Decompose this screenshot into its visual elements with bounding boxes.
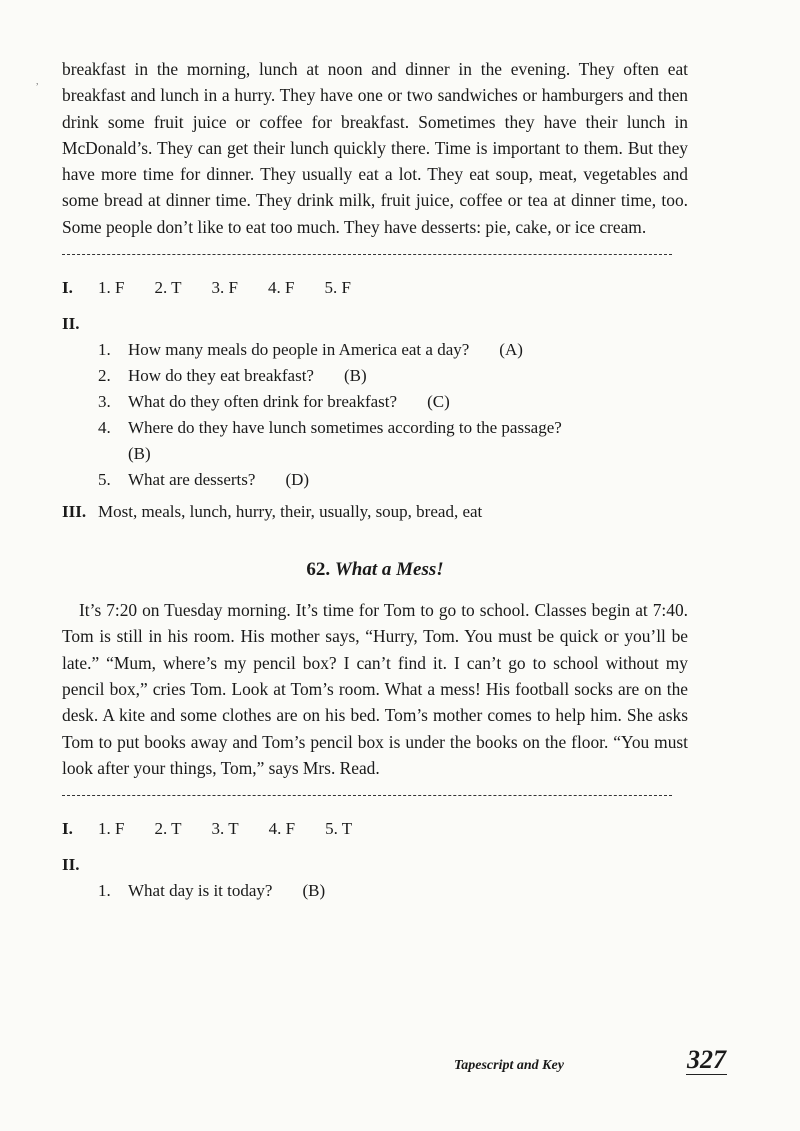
question-text <box>128 389 688 415</box>
passage-62: It’s 7:20 on Tuesday morning. It’s time for Tom to go to school. Classes begin at 7:40. Tom is still in his room. His mother says, “Hurry, Tom. You must be quick or you’ll be late.” “Mum, where’s my pencil box? I can’t find it. I can’t go to school without my pencil box,” cries Tom. Look at Tom’s room. What a mess! His football socks are on the desk. A kite and some clothes are on his bed. Tom’s mother comes to help him. She asks Tom to put books away and Tom’s pencil box is under the books on the floor. “You must look after your things, Tom,” says Mrs. Read. <box>62 600 688 778</box>
question-wording: What do they often drink for breakfast? <box>128 392 398 412</box>
question-item <box>62 415 688 467</box>
page-content <box>62 56 688 904</box>
key-61-question-list <box>62 337 688 493</box>
question-answer: (B) <box>302 881 326 901</box>
question-item <box>62 337 688 363</box>
question-number: 3. <box>98 392 111 412</box>
section-heading <box>62 559 688 581</box>
question-number: 2. <box>98 366 111 386</box>
question-item <box>62 389 688 415</box>
section-number: 62. <box>306 559 331 581</box>
scan-mark: , <box>36 76 39 87</box>
dashed-divider <box>62 795 672 796</box>
word-list: Most, meals, lunch, hurry, their, usually, soup, bread, eat <box>98 502 483 522</box>
question-answer: (B) <box>128 444 151 464</box>
question-answer: (C) <box>427 392 450 412</box>
answer-key-61 <box>62 275 688 525</box>
tf-answer: 2. T <box>154 278 182 298</box>
passage-61-continued: breakfast in the morning, lunch at noon and dinner in the evening. They often eat breakfast and lunch in a hurry. They have one or two sandwiches or hamburgers and then drink some fruit juice or coffee for breakfast. Sometimes they have their lunch in McDonald’s. They can get their lunch quickly there. Time is important to them. But they have more time for dinner. They usually eat a lot. They eat soup, meat, vegetables and some bread at dinner time. They drink milk, fruit juice, coffee or tea at dinner time, too. Some people don’t like to eat too much. They have desserts: pie, cake, or ice cream. <box>62 59 688 237</box>
question-item <box>62 878 688 904</box>
question-item <box>62 363 688 389</box>
tf-answer: 1. F <box>98 278 125 298</box>
tf-answer: 5. T <box>325 819 353 839</box>
footer-label: Tapescript and Key <box>454 1058 564 1073</box>
section-title: What a Mess! <box>334 559 444 581</box>
part-label: I. <box>62 278 73 298</box>
part-label: II. <box>62 314 80 334</box>
tf-answer: 3. F <box>211 278 239 298</box>
key-61-part-1 <box>62 275 688 301</box>
page-number: 327 <box>687 1045 726 1074</box>
key-62-question-list <box>62 878 688 904</box>
tf-answer: 4. F <box>268 819 296 839</box>
tf-answer: 4. F <box>268 278 295 298</box>
question-wording: What day is it today? <box>128 881 273 901</box>
tf-answer: 5. F <box>324 278 351 298</box>
question-answer: (B) <box>343 366 367 386</box>
key-62-part-1 <box>62 816 688 842</box>
question-item <box>62 467 688 493</box>
question-wording: How many meals do people in America eat a day? <box>128 340 470 360</box>
question-number: 1. <box>98 340 111 360</box>
key-62-part-2-label <box>62 852 688 878</box>
answer-key-62 <box>62 816 688 904</box>
question-text <box>128 337 688 363</box>
tf-answer: 2. T <box>154 819 182 839</box>
question-text <box>128 467 688 493</box>
question-answer: (A) <box>499 340 523 360</box>
question-text <box>128 363 688 389</box>
tf-answer: 3. T <box>211 819 239 839</box>
question-number: 4. <box>98 418 111 438</box>
question-number: 5. <box>98 470 111 490</box>
question-wording: Where do they have lunch sometimes according to the passage? <box>128 418 562 438</box>
part-label: III. <box>62 502 87 522</box>
question-wording: What are desserts? <box>128 470 256 490</box>
tf-answer: 1. F <box>98 819 125 839</box>
key-61-part-2-label <box>62 311 688 337</box>
question-answer: (D) <box>285 470 310 490</box>
question-text <box>128 878 688 904</box>
part-label: II. <box>62 855 80 875</box>
part-label: I. <box>62 819 73 839</box>
question-number: 1. <box>98 881 111 901</box>
key-61-part-3 <box>62 499 688 525</box>
dashed-divider <box>62 254 672 255</box>
question-wording: How do they eat breakfast? <box>128 366 314 386</box>
question-text <box>128 415 688 467</box>
